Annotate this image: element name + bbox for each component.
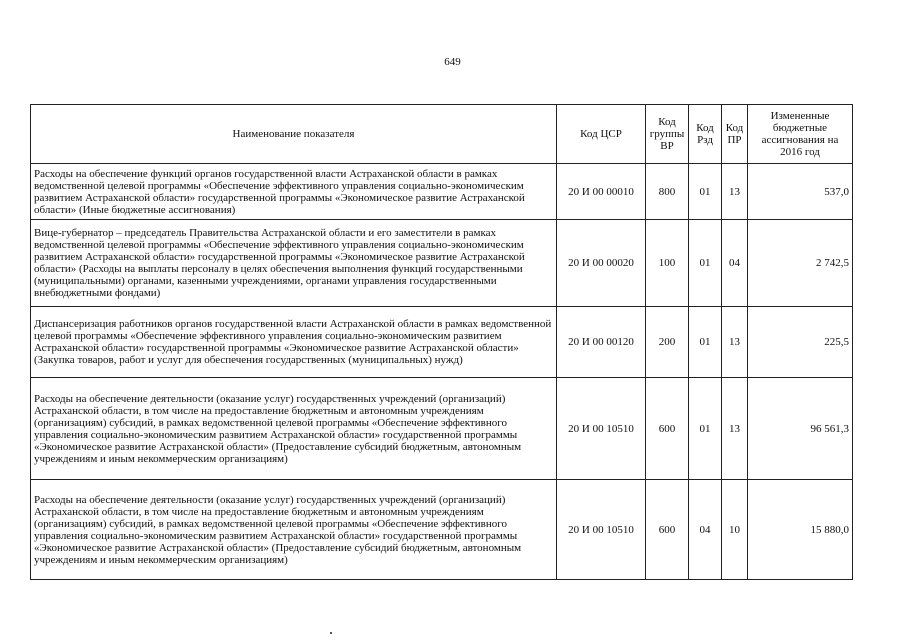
header-pr: Код ПР (722, 105, 748, 164)
row-csr: 20 И 00 00010 (557, 164, 646, 220)
table-row (31, 220, 853, 307)
page-number: 649 (444, 56, 461, 68)
row-name: Диспансеризация работников органов государственной власти Астраханской области в рамках ведомственной целевой программы «Обеспечение эффективного управления социально-экономическим развитием Астраханской области» государственной программы «Экономическое развитие Астраханской области» (Закупка товаров, работ и услуг для обеспечения государственных (муниципальных) нужд) (31, 307, 557, 378)
table-row (31, 307, 853, 378)
row-amount: 2 742,5 (748, 220, 853, 307)
table-row (31, 378, 853, 480)
row-name: Расходы на обеспечение деятельности (оказание услуг) государственных учреждений (организаций) Астраханской области, в том числе на предоставление бюджетным и автономным учреждениям (организациям) субсидий, в рамках ведомственной целевой программы «Обеспечение эффективного управления социально-экономическим развитием Астраханской области» государственной программы «Экономическое развитие Астраханской области» (Предоставление субсидий бюджетным, автономным учреждениям и иным некоммерческим организациям) (31, 378, 557, 480)
row-rzd: 04 (689, 480, 722, 580)
row-rzd: 01 (689, 164, 722, 220)
row-amount: 96 561,3 (748, 378, 853, 480)
row-csr: 20 И 00 00020 (557, 220, 646, 307)
row-amount: 537,0 (748, 164, 853, 220)
row-name: Вице-губернатор – председатель Правительства Астраханской области и его заместители в рамках ведомственной целевой программы «Обеспечение эффективного управления социально-экономическим развитием Астраханской области» государственной программы «Экономическое развитие Астраханской области» (Расходы на выплаты персоналу в целях обеспечения выполнения функций государственными (муниципальными) органами, казенными учреждениями, органами управления государственными внебюджетными фондами) (31, 220, 557, 307)
row-amount: 225,5 (748, 307, 853, 378)
scan-speck (330, 632, 332, 634)
row-vr: 200 (646, 307, 689, 378)
row-vr: 100 (646, 220, 689, 307)
row-name: Расходы на обеспечение функций органов государственной власти Астраханской области в рамках ведомственной целевой программы «Обеспечение эффективного управления социально-экономическим развитием Астраханской области» государственной программы «Экономическое развитие Астраханской области» (Иные бюджетные ассигнования) (31, 164, 557, 220)
row-csr: 20 И 00 10510 (557, 378, 646, 480)
header-vr: Код группы ВР (646, 105, 689, 164)
row-rzd: 01 (689, 220, 722, 307)
header-amount: Измененные бюджетные ассигнования на 2016 год (748, 105, 853, 164)
table-row (31, 480, 853, 580)
header-rzd: Код Рзд (689, 105, 722, 164)
header-row (31, 105, 853, 164)
row-amount: 15 880,0 (748, 480, 853, 580)
row-vr: 600 (646, 378, 689, 480)
row-rzd: 01 (689, 307, 722, 378)
row-csr: 20 И 00 00120 (557, 307, 646, 378)
row-vr: 600 (646, 480, 689, 580)
header-csr: Код ЦСР (557, 105, 646, 164)
row-pr: 10 (722, 480, 748, 580)
row-rzd: 01 (689, 378, 722, 480)
row-name: Расходы на обеспечение деятельности (оказание услуг) государственных учреждений (организаций) Астраханской области, в том числе на предоставление бюджетным и автономным учреждениям (организациям) субсидий, в рамках ведомственной целевой программы «Обеспечение эффективного управления социально-экономическим развитием Астраханской области» государственной программы «Экономическое развитие Астраханской области» (Предоставление субсидий бюджетным, автономным учреждениям и иным некоммерческим организациям) (31, 480, 557, 580)
budget-table (30, 104, 853, 580)
row-pr: 13 (722, 378, 748, 480)
row-pr: 13 (722, 307, 748, 378)
header-name: Наименование показателя (31, 105, 557, 164)
row-pr: 04 (722, 220, 748, 307)
row-csr: 20 И 00 10510 (557, 480, 646, 580)
table-row (31, 164, 853, 220)
row-vr: 800 (646, 164, 689, 220)
row-pr: 13 (722, 164, 748, 220)
